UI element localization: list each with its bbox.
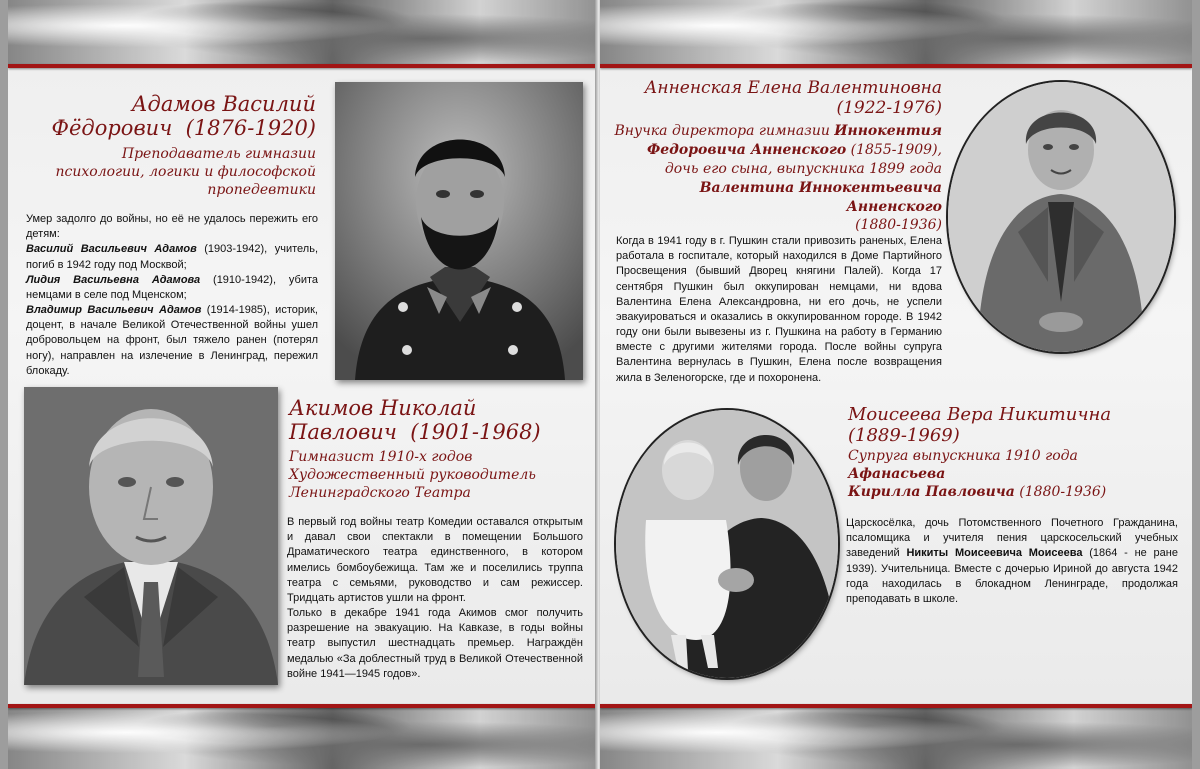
adamov-role xyxy=(16,145,316,200)
moiseeva-photo xyxy=(616,410,838,678)
moiseeva-desc-line1 xyxy=(848,447,1178,483)
desc-mid1: (1855-1909), xyxy=(846,141,942,158)
adamov-child-2 xyxy=(26,273,318,303)
adamov-role-line1: Преподаватель гимназии xyxy=(121,146,316,162)
akimov-bio xyxy=(287,515,583,682)
akimov-years: (1901-1968) xyxy=(410,420,541,445)
left-page xyxy=(8,0,598,769)
stone-texture-bottom xyxy=(8,708,598,769)
moiseeva-bio xyxy=(846,516,1178,607)
annenskaya-years: (1922-1976) xyxy=(836,97,942,118)
child3-name: Владимир Васильевич Адамов xyxy=(26,304,202,317)
moiseeva-name xyxy=(848,405,1178,446)
adamov-name-line1: Адамов Василий xyxy=(131,92,316,116)
akimov-role-line2: Художественный руководитель xyxy=(289,467,536,484)
desc-bold2: Валентина Иннокентьевича Анненского xyxy=(699,179,942,215)
annenskaya-para: Когда в 1941 году в г. Пушкин стали привозить раненых, Елена работала в госпитале, который находился в Доме Партийного Просвещения (бывший Дворец княгини Палей). Когда 17 сентября Пушкин был оккупирован немцами, ни вдова Валентина Елена Александровна, ни его дочь, не успели эвакуироваться и оказались в оккупированном городе. В 1942 году они были вывезены из г. Пушкина на работу в Германию вместе с другими жителями города. После войны супруга Валентина вернулась в Пушкин, Елена после возвращения жила в Зеленогорске, где и похоронена. xyxy=(616,235,942,384)
annenskaya-desc-line1 xyxy=(612,122,942,141)
child1-name: Василий Васильевич Адамов xyxy=(26,243,197,256)
annenskaya-desc-line4 xyxy=(612,179,942,217)
adamov-photo xyxy=(335,82,583,380)
child1-text: (1903-1942), учитель, погиб в 1942 году под Москвой; xyxy=(26,243,318,271)
adamov-child-3 xyxy=(26,303,318,379)
akimov-name-line1: Акимов Николай xyxy=(289,396,477,420)
adamov-name-patronymic: Фёдорович xyxy=(51,116,173,141)
adamov-intro: Умер задолго до войны, но её не удалось пережить его детям: xyxy=(26,213,318,241)
akimov-name-line2 xyxy=(289,420,589,444)
adamov-bio xyxy=(26,212,318,379)
desc-pre: Супруга выпускника 1910 года xyxy=(848,448,1078,464)
desc-bold1b: Федоровича Анненского xyxy=(646,141,847,158)
akimov-role xyxy=(289,448,589,503)
stone-texture-top xyxy=(600,0,1192,64)
adamov-role-line2: психологии, логики и философской xyxy=(55,164,316,181)
desc-bold1: Афанасьева xyxy=(848,466,946,483)
annenskaya-desc-line2 xyxy=(612,141,942,160)
red-rule-top xyxy=(8,64,598,68)
desc-pre: Внучка директора гимназии xyxy=(614,123,835,139)
akimov-photo xyxy=(24,387,278,685)
stone-texture-bottom xyxy=(600,708,1192,769)
red-rule-bottom xyxy=(8,704,598,708)
para-post: (1864 - не ране 1939). Учительница. Вместе с дочерью Ириной до августа 1942 года находилась в блокадном Ленинграде, продолжая преподавать в школе. xyxy=(846,547,1178,605)
para-pre: Царскосёлка, дочь Потомственного Почетного Гражданина, псаломщика и учителя пения царскосельский учебных заведений xyxy=(846,517,1178,560)
moiseeva-desc-line2 xyxy=(848,483,1178,501)
annenskaya-name xyxy=(620,79,942,118)
adamov-name-line2 xyxy=(16,116,316,140)
akimov-role-line3: Ленинградского Театра xyxy=(289,485,471,502)
akimov-name xyxy=(289,396,589,444)
akimov-role-line1: Гимназист 1910-х годов xyxy=(289,449,473,465)
child2-name: Лидия Васильевна Адамова xyxy=(26,273,201,286)
child2-text: (1910-1942), убита немцами в селе под Мценском; xyxy=(26,273,318,301)
para-bold: Никиты Моисеевича Моисеева xyxy=(906,547,1083,560)
child3-text: (1914-1985), историк, доцент, в начале Великой Отечественной войны ушел добровольцем на фронт, был тяжело ранен (потерял ногу), направлен на излечение в Ленинград, пережил блокаду. xyxy=(26,304,318,377)
akimov-para-1: В первый год войны театр Комедии оставался открытым и давал свои спектакли в помещении Большого Драматического театра единственного, в котором имелись бомбоубежища. Там же и поселились труппа театра с семьями, руководство и сам режиссер. Тридцать артистов ушли на фронт. xyxy=(287,516,583,604)
right-page xyxy=(600,0,1192,769)
red-rule-top xyxy=(600,64,1192,68)
annenskaya-name-text: Анненская Елена Валентиновна xyxy=(644,78,942,98)
moiseeva-years: (1889-1969) xyxy=(848,424,960,446)
desc-bold2: Кирилла Павловича xyxy=(848,484,1015,501)
adamov-name xyxy=(16,92,316,140)
adamov-child-1 xyxy=(26,242,318,272)
moiseeva-name-text: Моисеева Вера Никитична xyxy=(848,404,1112,425)
moiseeva-para xyxy=(846,516,1178,607)
annenskaya-desc xyxy=(612,122,942,235)
moiseeva-desc xyxy=(848,447,1178,502)
desc-end: (1880-1936) xyxy=(1014,484,1107,501)
desc-bold1a: Иннокентия xyxy=(834,123,942,139)
akimov-para-2: Только в декабре 1941 года Акимов смог получить разрешение на эвакуацию. На Кавказе, в годы войны театр выпустил шестнадцать премьер. Награждён медалью «За доблестный труд в Великой Отечественной войне 1941—1945 годов». xyxy=(287,607,583,680)
annenskaya-bio xyxy=(616,234,942,386)
adamov-role-line3: пропедевтики xyxy=(207,182,316,199)
akimov-name-patronymic: Павлович xyxy=(289,420,397,445)
stone-texture-top xyxy=(8,0,598,64)
annenskaya-desc-line5: (1880-1936) xyxy=(855,217,942,234)
annenskaya-desc-line3: дочь его сына, выпускника 1899 года xyxy=(664,160,942,177)
annenskaya-photo xyxy=(948,82,1174,352)
red-rule-bottom xyxy=(600,704,1192,708)
adamov-years: (1876-1920) xyxy=(185,116,316,141)
